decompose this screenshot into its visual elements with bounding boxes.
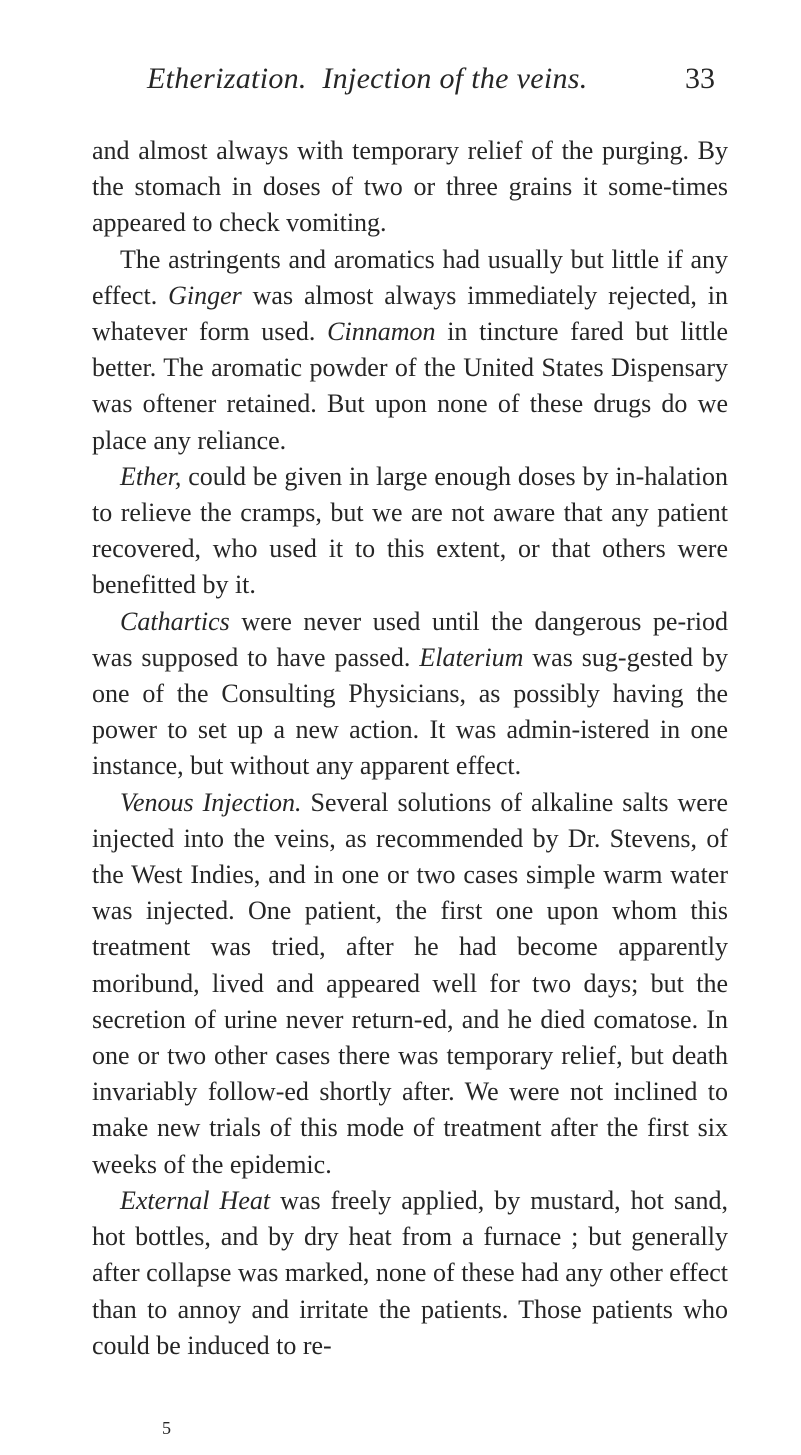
paragraph-2-text-2: was almost always immediately rejected, in whatever form used. (92, 280, 729, 347)
paragraph-6 (92, 1183, 728, 1364)
paragraph-2-emphasis-ginger: Ginger (168, 280, 242, 310)
running-head-title-part3: of (439, 62, 464, 95)
paragraph-4-emphasis-cathartics: Cathartics (120, 606, 230, 636)
paragraph-2-text-1: The astringents and aromatics had usually but little if any effect. (92, 244, 728, 310)
paragraph-4-text-2: was sug-gested by one of the Consulting Physicians, as possibly having the power to set up a new action. It was admin-istered in one instance, but without any apparent effect. (92, 642, 729, 781)
running-head (0, 62, 801, 102)
paragraph-6-text-1: was freely applied, by mustard, hot sand, hot bottles, and by dry heat from a furnace ; but generally after collapse was marked, none of these had any other effect than to annoy and irritate the patients. Those patients who could be induced to re- (92, 1185, 728, 1360)
running-head-title-part1: Etherization. (147, 62, 307, 95)
paragraph-2 (92, 242, 728, 459)
paragraph-3-text-1: could be given in large enough doses by in-halation to relieve the cramps, but we are not aware that any patient recovered, who used it to this extent, or that others were benefitted by it. (92, 461, 728, 600)
paragraph-1 (92, 133, 728, 242)
body-text (92, 133, 728, 1364)
running-head-title-part4: the veins. (471, 62, 588, 95)
paragraph-4 (92, 604, 728, 785)
signature-mark: 5 (162, 1418, 171, 1438)
paragraph-2-emphasis-cinnamon: Cinnamon (327, 317, 436, 347)
running-head-title (147, 62, 588, 96)
running-head-title-part2: Injection (322, 62, 432, 95)
paragraph-5 (92, 785, 728, 1183)
paragraph-5-text-1: Several solutions of alkaline salts were injected into the veins, as recommended by Dr. Stevens, of the West Indies, and in one or two cases simple warm water was injected. One patient, the first one upon whom this treatment was tried, after he had become apparently moribund, lived and appeared well for two days; but the secretion of urine never return-ed, and he died comatose. In one or two other cases there was temporary relief, but death invariably follow-ed shortly after. We were not inclined to make new trials of this mode of treatment after the first six weeks of the epidemic. (92, 787, 729, 1179)
paragraph-1-text: and almost always with temporary relief of the purging. By the stomach in doses of two or three grains it some-times appeared to check vomiting. (92, 136, 728, 238)
paragraph-6-emphasis-external-heat: External Heat (120, 1185, 271, 1215)
paragraph-4-emphasis-elaterium: Elaterium (419, 642, 524, 672)
paragraph-2-text-3: in tincture fared but little better. The aromatic powder of the United States Dispensary was oftener retained. But upon none of these drugs do we place any reliance. (92, 317, 728, 455)
page-number: 33 (685, 62, 715, 95)
paragraph-3 (92, 459, 728, 604)
paragraph-4-text-1: were never used until the dangerous pe-riod was supposed to have passed. (92, 606, 728, 672)
paragraph-3-emphasis-ether: Ether, (120, 461, 182, 491)
paragraph-5-emphasis-venous-injection: Venous Injection. (120, 787, 302, 817)
